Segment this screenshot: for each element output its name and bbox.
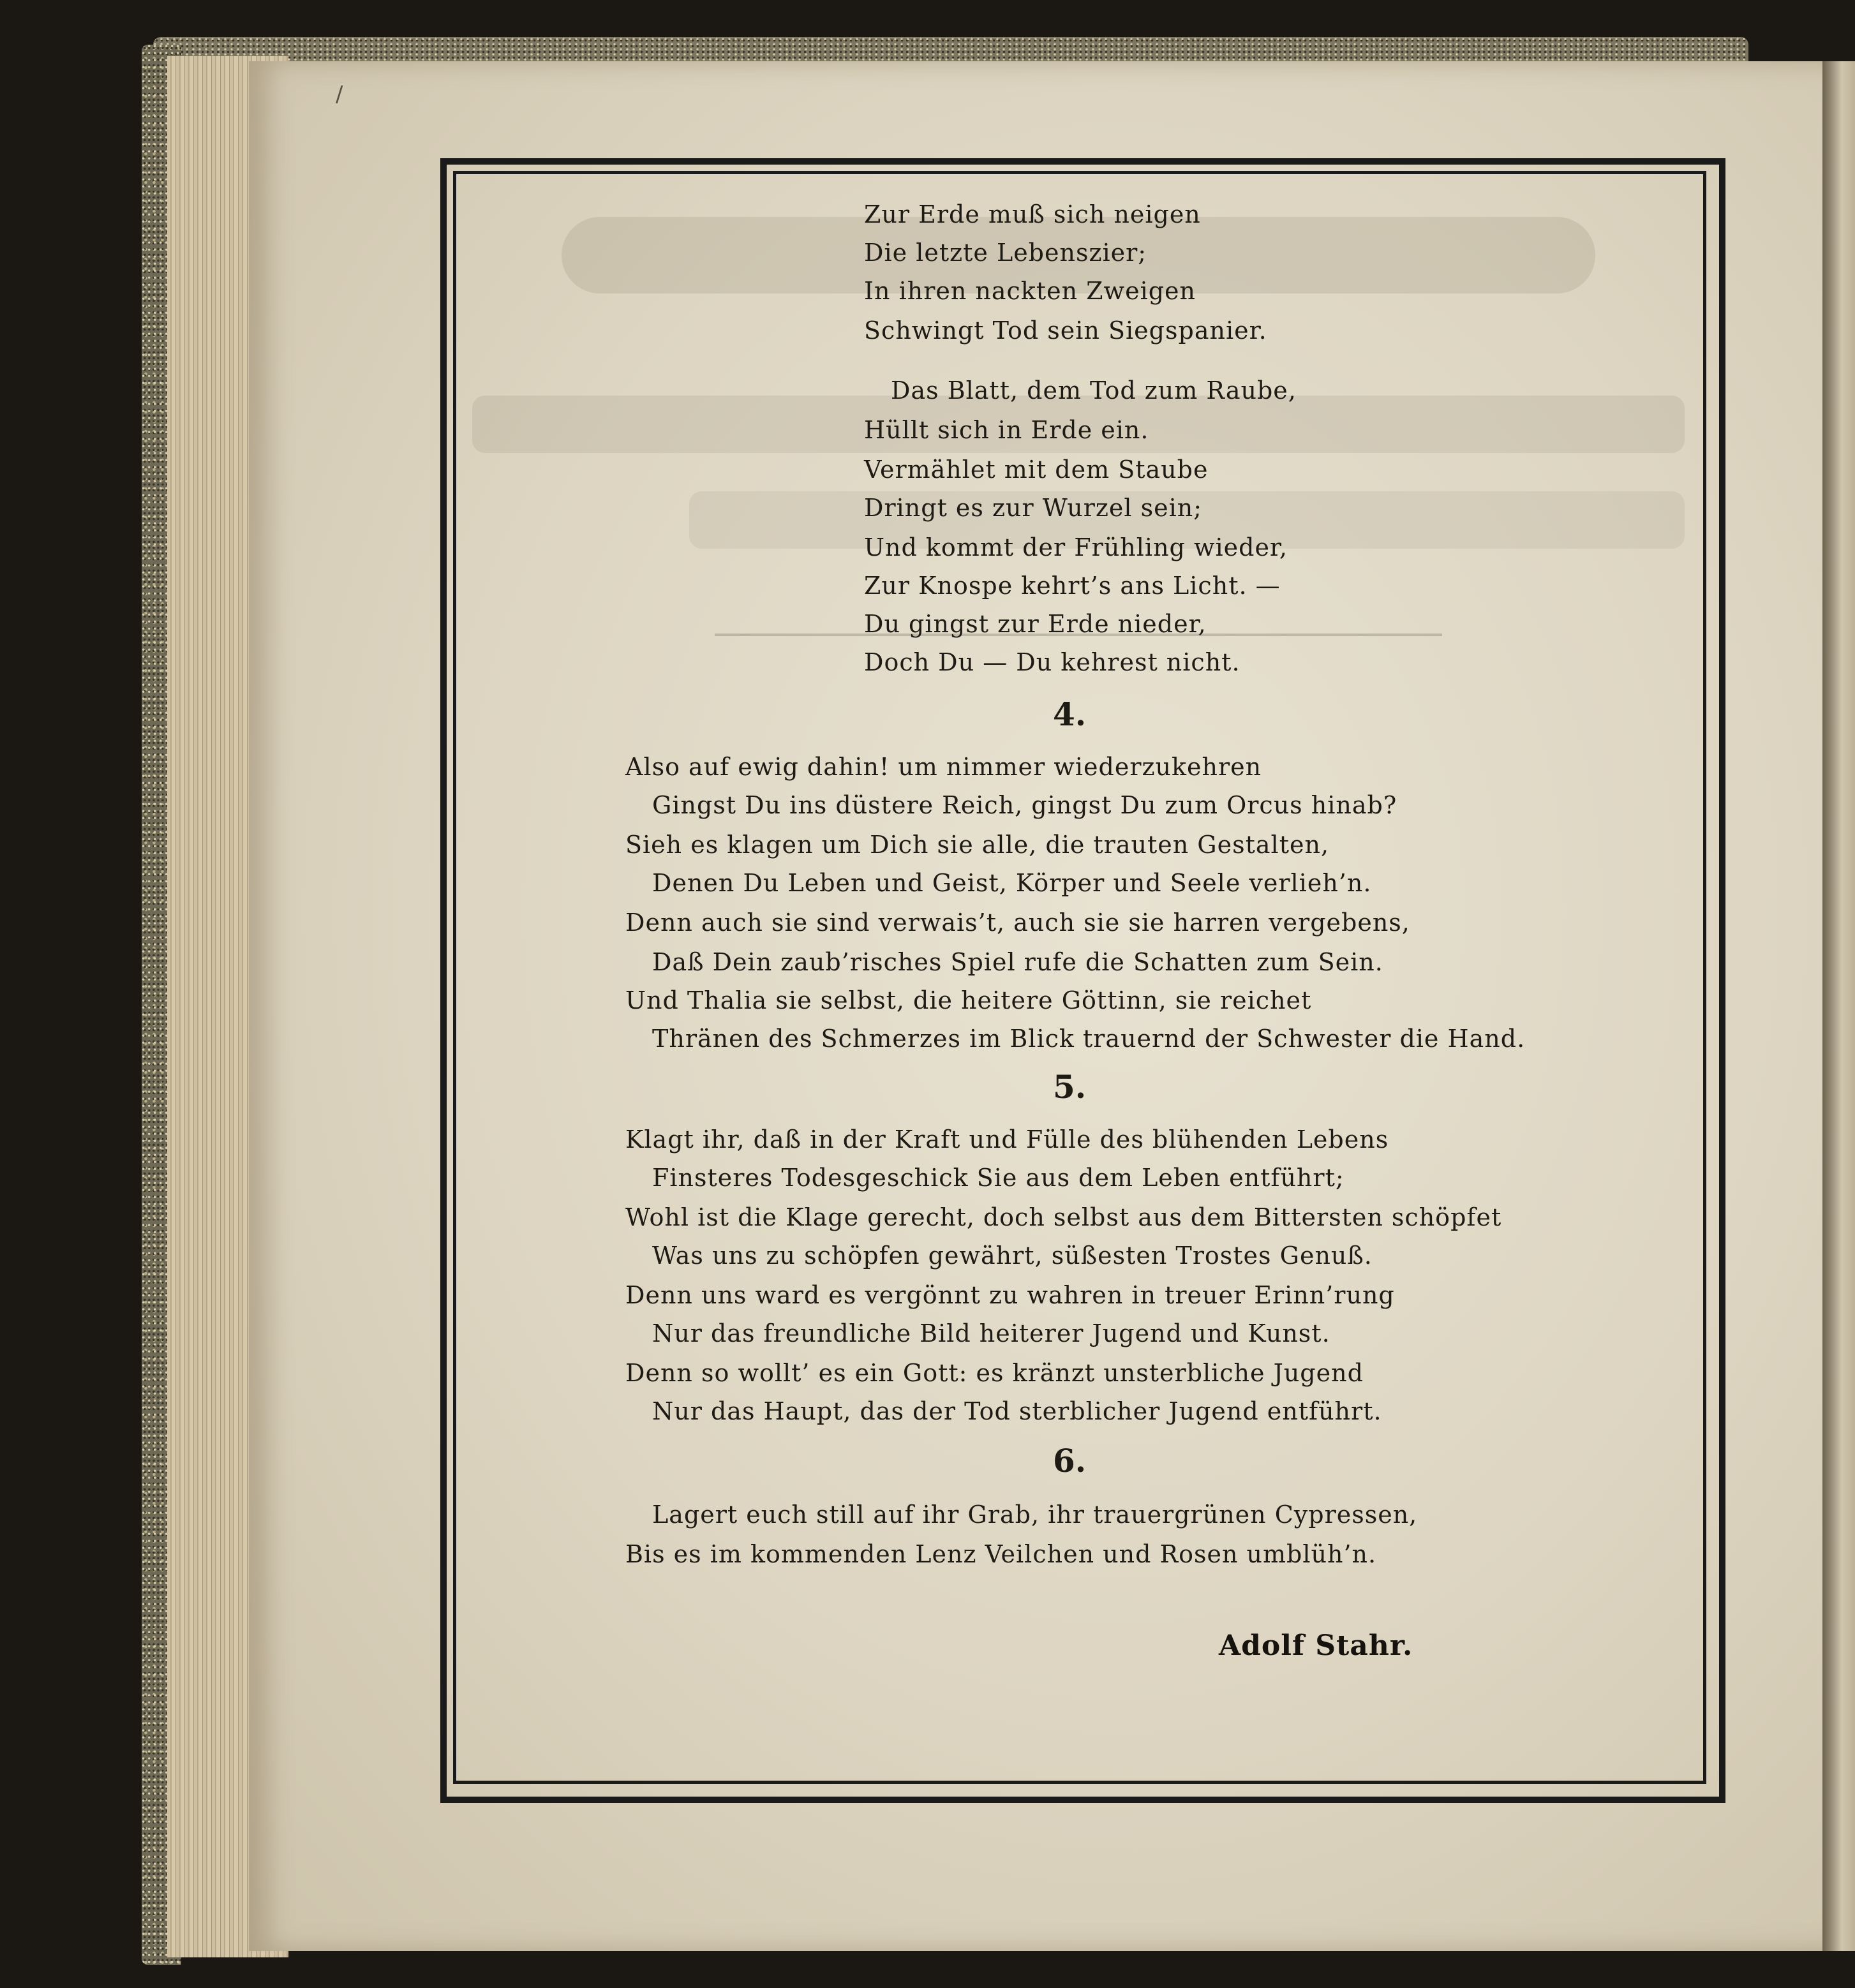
stanza3-line-2: Die letzte Lebenszier; — [864, 239, 1147, 267]
stanza3-line-12: Doch Du — Du kehrest nicht. — [864, 648, 1240, 676]
stanza3-line-8: Dringt es zur Wurzel sein; — [864, 494, 1203, 522]
stanza6-line-1: Lagert euch still auf ihr Grab, ihr trauergrünen Cypressen, — [652, 1501, 1418, 1529]
stanza3-line-5: Das Blatt, dem Tod zum Raube, — [891, 376, 1297, 404]
stanza3-line-1: Zur Erde muß sich neigen — [864, 200, 1201, 228]
stanza5-line-8: Nur das Haupt, das der Tod sterblicher Jugend entführt. — [652, 1397, 1382, 1425]
stanza3-line-9: Und kommt der Frühling wieder, — [864, 533, 1288, 561]
stanza4-line-5: Denn auch sie sind verwais’t, auch sie sie harren vergebens, — [625, 909, 1410, 937]
stanza4-line-1: Also auf ewig dahin! um nimmer wiederzukehren — [625, 753, 1262, 781]
stanza4-line-3: Sieh es klagen um Dich sie alle, die trauten Gestalten, — [625, 831, 1330, 859]
author-signature: Adolf Stahr. — [1219, 1629, 1413, 1662]
stanza5-number: 5. — [1053, 1068, 1087, 1106]
book-top-edge — [153, 37, 1748, 63]
stanza5-line-4: Was uns zu schöpfen gewährt, süßesten Trostes Genuß. — [652, 1242, 1373, 1270]
pencil-mark: / — [336, 82, 343, 107]
stanza4-line-7: Und Thalia sie selbst, die heitere Göttinn, sie reichet — [625, 986, 1312, 1014]
stanza5-line-5: Denn uns ward es vergönnt zu wahren in treuer Erinn’rung — [625, 1281, 1395, 1309]
stanza4-line-4: Denen Du Leben und Geist, Körper und Seele verlieh’n. — [652, 869, 1372, 897]
stanza3-line-7: Vermählet mit dem Staube — [864, 456, 1209, 484]
stanza4-line-8: Thränen des Schmerzes im Blick trauernd der Schwester die Hand. — [652, 1025, 1526, 1053]
facing-page-edge — [1822, 61, 1855, 1951]
stanza4-number: 4. — [1053, 695, 1087, 733]
stanza3-line-3: In ihren nackten Zweigen — [864, 277, 1196, 305]
stanza4-line-2: Gingst Du ins düstere Reich, gingst Du zum Orcus hinab? — [652, 791, 1397, 819]
stanza6-number: 6. — [1053, 1442, 1087, 1480]
stanza5-line-3: Wohl ist die Klage gerecht, doch selbst aus dem Bittersten schöpfet — [625, 1203, 1502, 1231]
stanza5-line-6: Nur das freundliche Bild heiterer Jugend und Kunst. — [652, 1319, 1330, 1347]
stanza5-line-1: Klagt ihr, daß in der Kraft und Fülle des blühenden Lebens — [625, 1125, 1389, 1153]
stanza3-line-10: Zur Knospe kehrt’s ans Licht. — — [864, 572, 1281, 600]
stanza3-line-4: Schwingt Tod sein Siegspanier. — [864, 316, 1267, 345]
stanza6-line-2: Bis es im kommenden Lenz Veilchen und Rosen umblüh’n. — [625, 1540, 1377, 1568]
stanza3-line-11: Du gingst zur Erde nieder, — [864, 610, 1207, 638]
stanza5-line-7: Denn so wollt’ es ein Gott: es kränzt unsterbliche Jugend — [625, 1359, 1364, 1387]
stanza5-line-2: Finsteres Todesgeschick Sie aus dem Leben entführt; — [652, 1164, 1345, 1192]
stanza4-line-6: Daß Dein zaub’risches Spiel rufe die Schatten zum Sein. — [652, 948, 1383, 976]
stanza3-line-6: Hüllt sich in Erde ein. — [864, 416, 1149, 444]
